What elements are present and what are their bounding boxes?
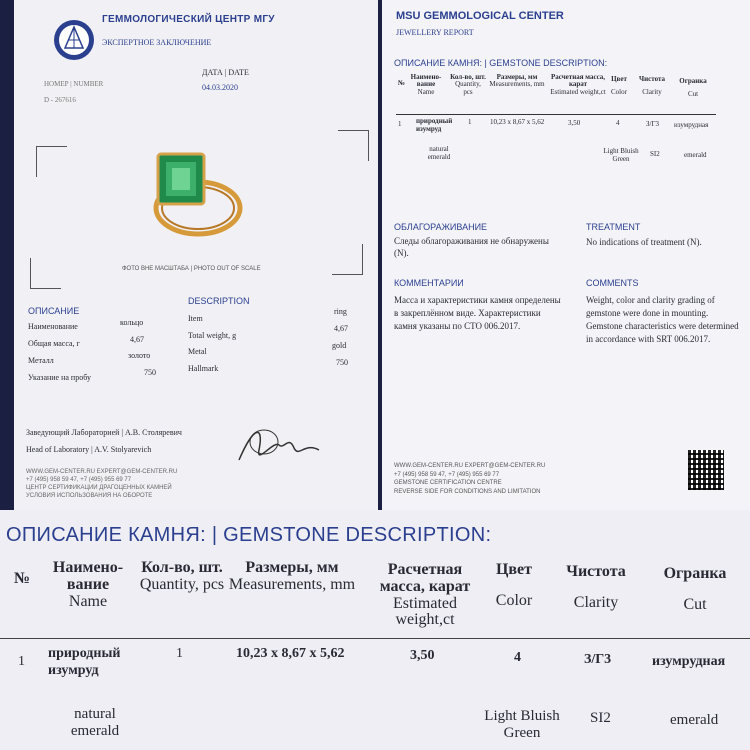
contact-line: УСЛОВИЯ ИСПОЛЬЗОВАНИЯ НА ОБОРОТЕ: [26, 493, 153, 499]
zoom-row-clarity-ru: З/Г3: [584, 652, 612, 667]
desc-row-0-ru-label: Наименование: [28, 322, 78, 331]
desc-en-title: DESCRIPTION: [188, 296, 250, 306]
comments-en-title: COMMENTS: [586, 278, 639, 288]
row-qty: 1: [468, 118, 472, 126]
doc-type-en: JEWELLERY REPORT: [396, 28, 474, 37]
desc-row-2-ru-label: Металл: [28, 356, 54, 365]
th-clarity: [634, 76, 670, 97]
desc-ru-title: ОПИСАНИЕ: [28, 306, 80, 316]
th-qty: [450, 74, 486, 96]
zoom-th-size-en: Measurements, mm: [228, 575, 356, 593]
date-value: 04.03.2020: [202, 83, 238, 92]
row-name-en: natural emerald: [427, 145, 451, 161]
zoom-th-color-ru: Цвет: [495, 561, 533, 578]
desc-row-3-ru-value: 750: [144, 368, 156, 377]
zoom-th-color-en: Color: [495, 591, 533, 609]
zoom-table-rule: [0, 638, 750, 639]
row-size: 10,23 x 8,67 x 5,62: [490, 118, 545, 126]
desc-row-2-ru-value: золото: [128, 351, 151, 360]
desc-row-3-ru-label: Указание на пробу: [28, 373, 91, 382]
desc-row-3-en-value: 750: [336, 358, 348, 367]
photo-corner-tr: [338, 130, 369, 161]
zoom-row-name-ru: природный изумруд: [48, 646, 121, 678]
contact-line: WWW.GEM-CENTER.RU EXPERT@GEM-CENTER.RU: [26, 469, 178, 475]
th-clarity-ru: Чистота: [638, 75, 666, 83]
zoom-row-weight: 3,50: [410, 648, 435, 663]
treatment-ru-text: Следы облагораживания не обнаружены (N).: [394, 236, 549, 258]
desc-row-0-en-label: Item: [188, 314, 203, 323]
table-rule-top: [396, 114, 716, 115]
desc-row-0-en-value: ring: [334, 307, 347, 316]
zoom-row-qty: 1: [176, 646, 183, 661]
doc-type-ru: ЭКСПЕРТНОЕ ЗАКЛЮЧЕНИЕ: [102, 38, 212, 47]
contact-line: +7 (495) 958 59 47, +7 (495) 955 69 77: [394, 471, 500, 478]
zoom-th-cut-en: Cut: [683, 595, 707, 613]
zoom-th-name-ru: Наимено- вание: [52, 559, 124, 593]
head-of-lab-en: Head of Laboratory | A.V. Stolyarevich: [26, 445, 152, 454]
th-qty-ru: Кол-во, шт.: [450, 73, 486, 81]
contacts-left: [26, 468, 177, 500]
zoom-th-num: №: [14, 570, 31, 587]
zoom-row-num: 1: [18, 654, 25, 669]
zoom-th-qty-en: Quantity, pcs: [139, 575, 225, 593]
desc-row-2-en-label: Metal: [188, 347, 207, 356]
desc-row-3-en-label: Hallmark: [188, 364, 219, 373]
th-qty-en: Quantity, pcs: [455, 80, 481, 96]
photo-corner-bl: [30, 258, 61, 289]
zoom-th-qty: [134, 560, 230, 594]
org-name-en: MSU GEMMOLOGICAL CENTER: [396, 10, 564, 22]
zoom-gem-title: ОПИСАНИЕ КАМНЯ: | GEMSTONE DESCRIPTION:: [6, 524, 492, 546]
th-name: [408, 74, 444, 96]
org-name-ru: ГЕММОЛОГИЧЕСКИЙ ЦЕНТР МГУ: [102, 14, 275, 25]
th-num: №: [398, 79, 406, 87]
emerald-ring-photo: [146, 148, 246, 243]
zoom-th-cut: [652, 566, 738, 614]
th-cut: [672, 78, 714, 99]
contact-line: WWW.GEM-CENTER.RU EXPERT@GEM-CENTER.RU: [394, 463, 546, 469]
zoomed-table: [0, 510, 750, 750]
contact-line: +7 (495) 958 59 47, +7 (495) 955 69 77: [26, 477, 132, 483]
desc-row-1-ru-label: Общая масса, г: [28, 339, 80, 348]
zoom-th-weight: [366, 562, 484, 629]
th-size-ru: Размеры, мм: [496, 73, 538, 81]
row-name-ru: природный изумруд: [416, 117, 453, 133]
left-page: [14, 0, 378, 510]
row-clarity-ru: З/Г3: [646, 120, 659, 128]
comments-en-text: Weight, color and clarity grading of gemstone were done in mounting. Gemstone characteristics were determined in accordance with SRT 006.2017.: [586, 295, 739, 345]
zoom-th-weight-ru: Расчетная масса, карат: [379, 561, 471, 595]
row-num: 1: [398, 120, 402, 128]
zoom-th-qty-ru: Кол-во, шт.: [141, 559, 223, 576]
zoom-th-name: [38, 560, 138, 610]
number-label: НОМЕР | NUMBER: [44, 80, 104, 88]
row-clarity-en: SI2: [650, 150, 660, 158]
msu-seal-logo: [52, 18, 96, 62]
zoom-th-cut-ru: Огранка: [663, 565, 727, 582]
zoom-th-size: [226, 560, 358, 594]
th-cut-ru: Огранка: [679, 77, 707, 85]
zoom-th-clarity-ru: Чистота: [566, 563, 626, 580]
treatment-en-title: TREATMENT: [586, 222, 641, 232]
zoom-th-clarity: [556, 564, 636, 612]
th-color: [604, 76, 634, 97]
desc-row-1-en-value: 4,67: [334, 324, 348, 333]
zoom-th-weight-en: Estimated weight,ct: [393, 594, 457, 629]
th-weight-ru: Расчетная масса, карат: [550, 73, 606, 89]
comments-ru-text: Масса и характеристики камня определены в закреплённом виде. Характеристики камня указаны по СТО 006.2017.: [394, 295, 561, 332]
desc-row-1-en-label: Total weight, g: [188, 331, 237, 340]
th-color-ru: Цвет: [611, 75, 627, 83]
th-name-en: Name: [417, 87, 435, 96]
th-color-en: Color: [611, 88, 627, 97]
zoom-row-name-en: natural emerald: [70, 706, 120, 740]
th-size-en: Measurements, mm: [489, 80, 545, 89]
treatment-ru-title: ОБЛАГОРАЖИВАНИЕ: [394, 222, 488, 232]
th-name-ru: Наимено- вание: [410, 73, 442, 89]
qr-code: [688, 450, 724, 490]
date-label: ДАТА | DATE: [202, 68, 249, 77]
row-color-ru: 4: [616, 119, 620, 127]
zoom-th-color: [484, 562, 544, 610]
desc-row-0-ru-value: кольцо: [120, 318, 144, 327]
signature: [234, 420, 324, 470]
th-cut-en: Cut: [687, 90, 699, 99]
zoom-row-size: 10,23 x 8,67 x 5,62: [236, 646, 345, 661]
contact-line: ЦЕНТР СЕРТИФИКАЦИИ ДРАГОЦЕННЫХ КАМНЕЙ: [26, 485, 172, 491]
gem-title: ОПИСАНИЕ КАМНЯ: | GEMSTONE DESCRIPTION:: [394, 58, 608, 68]
zoom-row-clarity-en: SI2: [590, 710, 611, 726]
right-page: [382, 0, 750, 510]
th-weight: [548, 74, 608, 96]
zoom-row-cut-en: emerald: [670, 712, 719, 728]
zoom-th-clarity-en: Clarity: [573, 593, 619, 611]
head-of-lab-ru: Заведующий Лабораторией | А.В. Столяревич: [26, 428, 182, 437]
contact-line: REVERSE SIDE FOR CONDITIONS AND LIMITATION: [394, 488, 541, 495]
photo-corner-br: [332, 244, 363, 275]
zoom-th-name-en: Name: [68, 592, 108, 610]
contact-line: GEMSTONE CERTIFICATION CENTRE: [394, 480, 502, 486]
row-cut-ru: изумрудная: [674, 121, 709, 129]
photo-corner-tl: [36, 146, 67, 177]
desc-row-1-ru-value: 4,67: [130, 335, 144, 344]
th-size: [488, 74, 546, 89]
zoom-row-color-ru: 4: [514, 650, 521, 665]
contacts-right: [394, 462, 545, 496]
zoom-row-cut-ru: изумрудная: [652, 654, 726, 669]
row-cut-en: emerald: [684, 151, 707, 159]
th-clarity-en: Clarity: [642, 88, 662, 97]
row-weight: 3,50: [568, 119, 581, 127]
row-color-en: Light Bluish Green: [603, 147, 639, 163]
zoom-th-size-ru: Размеры, мм: [245, 559, 339, 576]
treatment-en-text: No indications of treatment (N).: [586, 237, 702, 247]
number-value: D - 267616: [44, 96, 76, 104]
desc-row-2-en-value: gold: [332, 341, 347, 350]
th-weight-en: Estimated weight,ct: [550, 87, 606, 96]
comments-ru-title: КОММЕНТАРИИ: [394, 278, 464, 288]
photo-note: ФОТО ВНЕ МАСШТАБА | PHOTO OUT OF SCALE: [122, 266, 261, 272]
zoom-row-color-en: Light Bluish Green: [484, 708, 560, 742]
